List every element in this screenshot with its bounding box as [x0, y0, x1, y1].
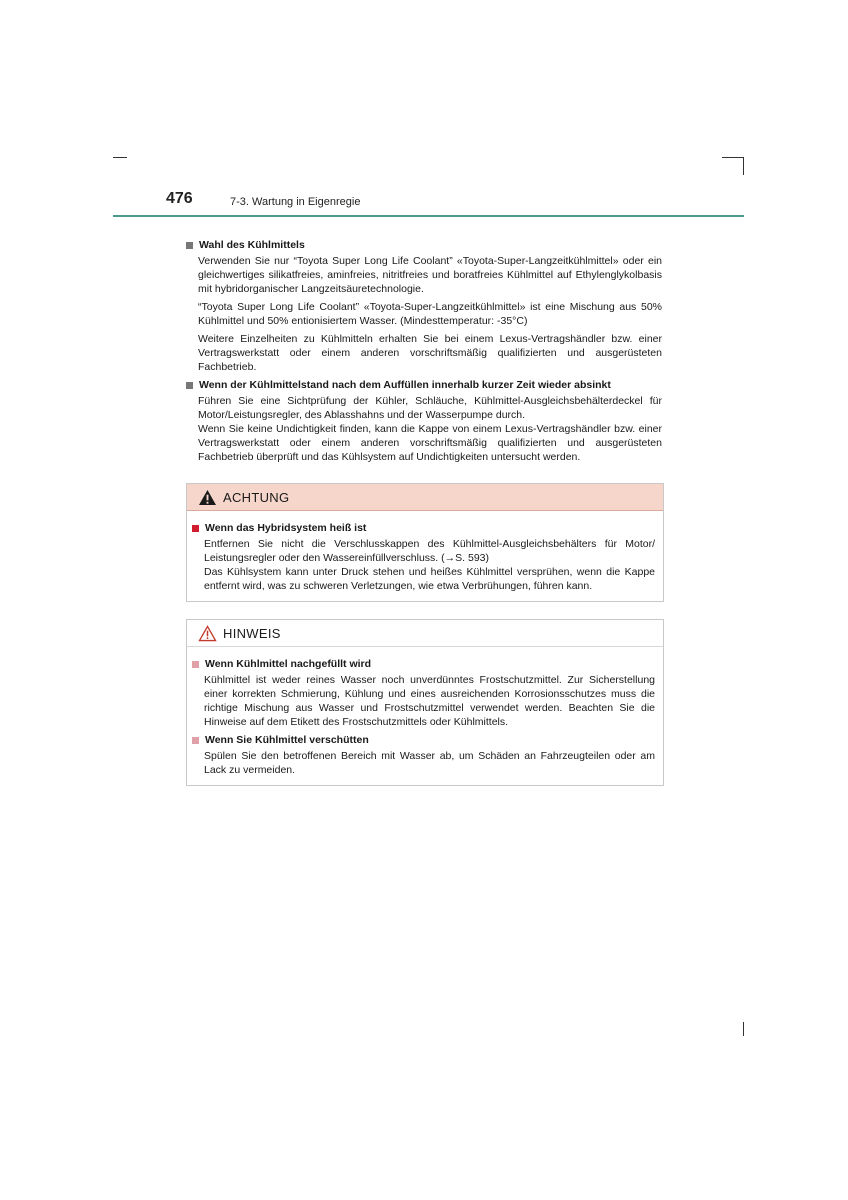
crop-mark-top-right-h	[722, 157, 744, 158]
notice-body	[187, 647, 663, 785]
notice-header	[187, 620, 663, 647]
section-heading-text: Wahl des Kühlmittels	[199, 239, 305, 251]
warning-heading	[192, 521, 655, 535]
section-heading	[186, 238, 662, 252]
warning-triangle-icon	[198, 489, 217, 506]
paragraph: “Toyota Super Long Life Coolant” «Toyota-Super-Langzeitkühlmittel» ist eine Mischung aus 50% Kühlmittel und 50% entionisiertem Wasser. (Mindesttemperatur: -35°C)	[198, 301, 662, 327]
paragraph: Führen Sie eine Sichtprüfung der Kühler, Schläuche, Kühlmittel-Ausgleichsbehälterdeckel für Motor/Leistungsregler, des Ablasshahns und der Wasserpumpe durch.	[198, 395, 662, 421]
main-content	[186, 238, 662, 468]
paragraph: Wenn Sie keine Undichtigkeit finden, kann die Kappe von einem Lexus-Vertragshändler bzw. einer Vertragswerkstatt oder einem anderen vorschriftsmäßig qualifizierten und ausgerüsteten Fachbetrieb überprüft und das Kühlsystem auf Undichtigkeiten untersucht werden.	[198, 423, 662, 463]
notice-heading	[192, 733, 655, 747]
notice-title: HINWEIS	[223, 625, 281, 641]
section-title: 7-3. Wartung in Eigenregie	[230, 196, 361, 208]
notice-heading	[192, 657, 655, 671]
notice-heading-text: Wenn Kühlmittel nachgefüllt wird	[205, 658, 372, 670]
square-bullet-icon	[186, 382, 193, 389]
red-square-bullet-icon	[192, 525, 199, 532]
section-heading-text: Wenn der Kühlmittelstand nach dem Auffüllen innerhalb kurzer Zeit wieder absinkt	[199, 379, 611, 391]
warning-box	[186, 483, 664, 602]
paragraph: Das Kühlsystem kann unter Druck stehen und heißes Kühlmittel versprühen, wenn die Kappe entfernt wird, was zu schweren Verletzungen, wie etwa Verbrühungen, führen kann.	[204, 566, 655, 592]
warning-title: ACHTUNG	[223, 489, 290, 505]
warning-body	[187, 511, 663, 601]
warning-heading-text: Wenn das Hybridsystem heiß ist	[205, 522, 367, 534]
notice-heading-text: Wenn Sie Kühlmittel verschütten	[205, 734, 369, 746]
header-rule	[113, 215, 744, 217]
paragraph: Entfernen Sie nicht die Verschlusskappen des Kühlmittel-Ausgleichsbehälters für Motor/ Leistungsregler oder den Wassereinfüllverschluss. (→S. 593)	[204, 538, 655, 564]
paragraph: Kühlmittel ist weder reines Wasser noch unverdünntes Frostschutzmittel. Zur Sicherstellung einer korrekten Schmierung, Kühlung und eines ausreichenden Korrosionsschutzes muss die richtige Mischung aus Wasser und Frostschutzmittel verwendet werden. Beachten Sie die Hinweise auf dem Etikett des Frostschutzmittels oder Kühlmittels.	[204, 674, 655, 728]
pink-square-bullet-icon	[192, 737, 199, 744]
paragraph: Spülen Sie den betroffenen Bereich mit Wasser ab, um Schäden an Fahrzeugteilen oder am Lack zu vermeiden.	[204, 750, 655, 776]
paragraph: Verwenden Sie nur “Toyota Super Long Life Coolant” «Toyota-Super-Langzeitkühlmittel» oder ein gleichwertiges silikatfreies, aminfreies, nitritfreies und boratfreies Kühlmittel auf Ethylenglykolbasis mit hybridorganischer Langzeitsäuretechnologie.	[198, 255, 662, 295]
pink-square-bullet-icon	[192, 661, 199, 668]
caution-triangle-icon	[198, 625, 217, 642]
square-bullet-icon	[186, 242, 193, 249]
crop-mark-bottom-right	[743, 1022, 744, 1036]
section-heading	[186, 378, 662, 392]
paragraph: Weitere Einzelheiten zu Kühlmitteln erhalten Sie bei einem Lexus-Vertragshändler bzw. einer Vertragswerkstatt oder einem anderen vorschriftsmäßig qualifizierten und ausgerüsteten Fachbetrieb.	[198, 333, 662, 373]
warning-header	[187, 484, 663, 511]
page-number: 476	[166, 190, 193, 207]
crop-mark-top-left	[113, 157, 127, 158]
crop-mark-top-right-v	[743, 157, 744, 175]
notice-box	[186, 619, 664, 786]
